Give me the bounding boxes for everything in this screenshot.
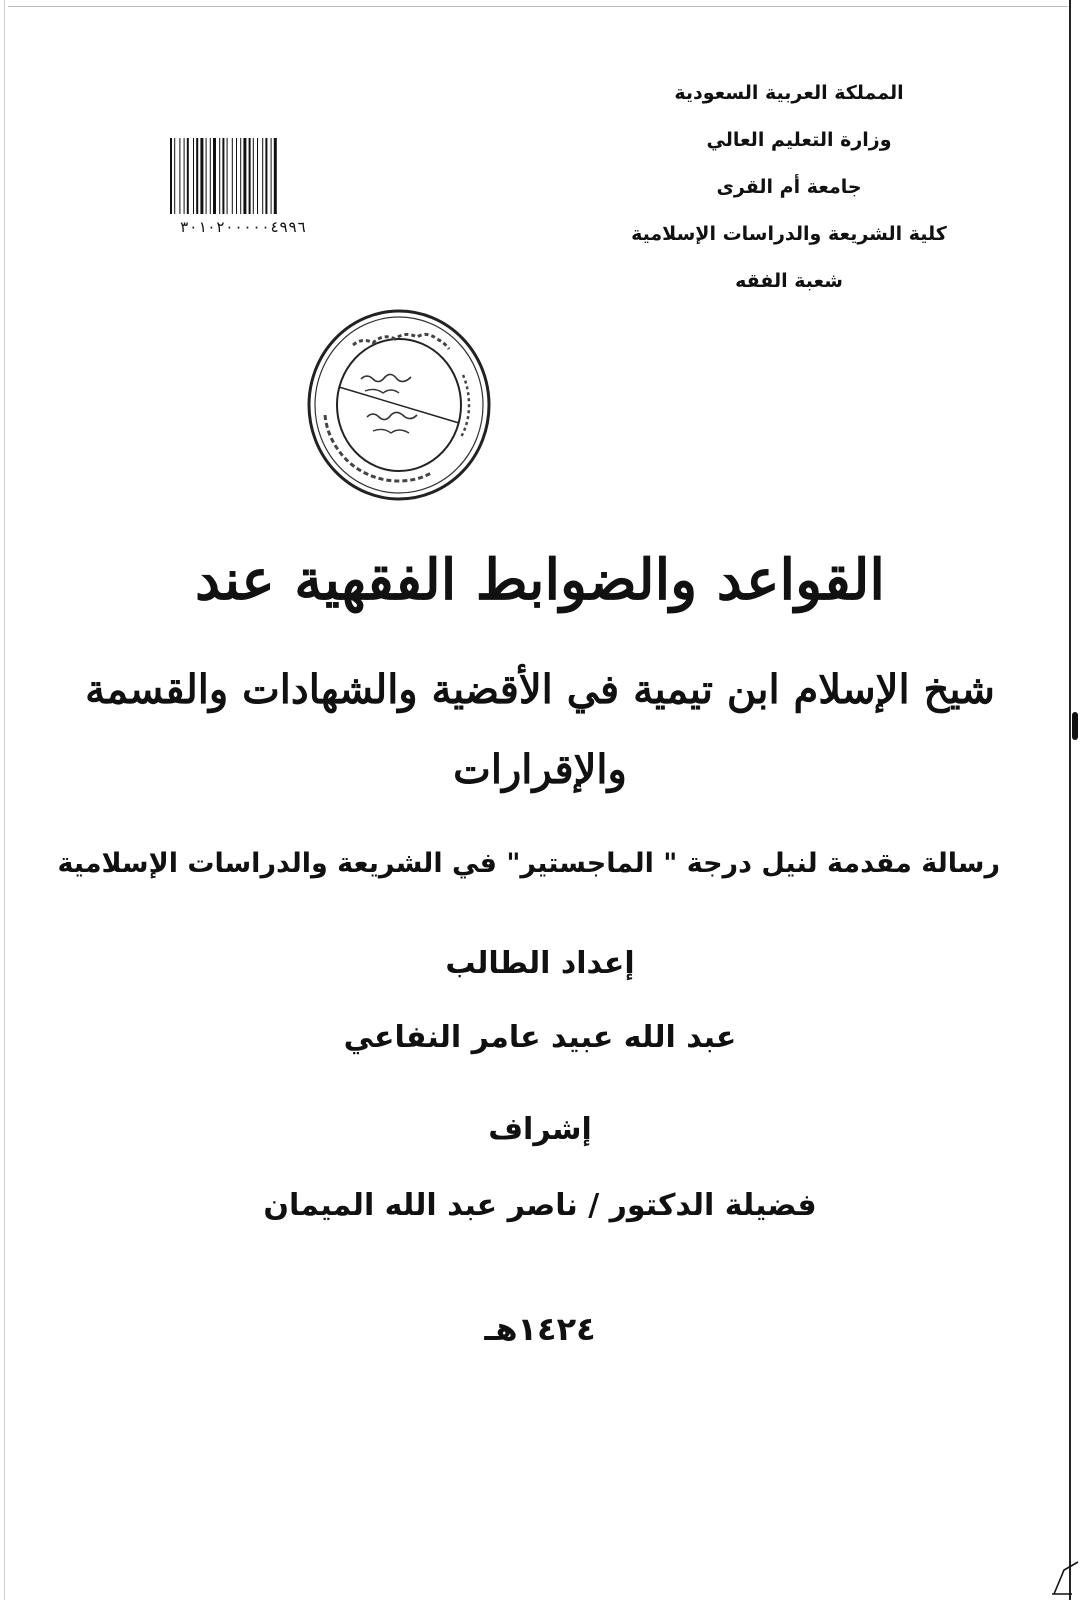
- barcode-bar: [265, 138, 267, 214]
- barcode-bar: [213, 138, 216, 214]
- scan-edge-top: [8, 6, 1068, 7]
- barcode-label: [148, 138, 338, 248]
- barcode-bar: [227, 138, 228, 214]
- college-name: كلية الشريعة والدراسات الإسلامية: [631, 223, 947, 245]
- thesis-subtitle-line1: شيخ الإسلام ابن تيمية في الأقضية والشهادات والقسمة: [85, 666, 995, 713]
- degree-statement: رسالة مقدمة لنيل درجة " الماجستير" في الشريعة والدراسات الإسلامية: [57, 848, 1000, 879]
- barcode-bar: [206, 138, 207, 214]
- department-name: شعبة الفقه: [735, 270, 843, 292]
- barcode-bar: [179, 138, 180, 214]
- barcode-bar: [187, 138, 189, 214]
- barcode-bar: [222, 138, 224, 214]
- thesis-subtitle-line2: والإقرارات: [453, 746, 627, 793]
- university-name: جامعة أم القرى: [716, 176, 862, 198]
- student-name: عبد الله عبيد عامر النفاعي: [343, 1020, 737, 1055]
- hijri-year: ١٤٢٤هـ: [484, 1310, 596, 1348]
- country-name: المملكة العربية السعودية: [674, 82, 904, 104]
- barcode-bar: [219, 138, 220, 214]
- scan-edge-right: [1069, 0, 1071, 1600]
- barcode-bar: [193, 138, 194, 214]
- barcode-bar: [184, 138, 185, 214]
- thesis-title: القواعد والضوابط الفقهية عند: [195, 547, 885, 613]
- library-seal-icon: [303, 305, 495, 505]
- supervisor-label: إشراف: [488, 1112, 592, 1147]
- barcode-bar: [174, 138, 175, 214]
- institution-header: [599, 70, 979, 305]
- barcode-bar: [253, 138, 254, 214]
- page-corner-mark-icon: [1050, 1560, 1080, 1596]
- barcode-bar: [257, 138, 258, 214]
- scan-edge-notch: [1072, 712, 1078, 740]
- barcode-icon: [168, 138, 318, 216]
- barcode-number: ٣٠١٠٢٠٠٠٠٠٤٩٩٦: [179, 218, 307, 236]
- ministry-name: وزارة التعليم العالي: [706, 129, 892, 151]
- thesis-subtitle: [70, 650, 1010, 810]
- barcode-bar: [170, 138, 172, 214]
- supervisor-name: فضيلة الدكتور / ناصر عبد الله الميمان: [263, 1188, 817, 1223]
- barcode-bar: [271, 138, 272, 214]
- barcode-bar: [262, 138, 263, 214]
- barcode-bar: [210, 138, 211, 214]
- barcode-bar: [249, 138, 251, 214]
- barcode-bar: [240, 138, 241, 214]
- barcode-bar: [196, 138, 198, 214]
- barcode-bar: [200, 138, 203, 214]
- barcode-bar: [232, 138, 233, 214]
- barcode-bar: [274, 138, 277, 214]
- barcode-bar: [243, 138, 246, 214]
- barcode-bar: [236, 138, 237, 214]
- scan-edge-left: [4, 0, 5, 1600]
- student-label: إعداد الطالب: [445, 946, 635, 981]
